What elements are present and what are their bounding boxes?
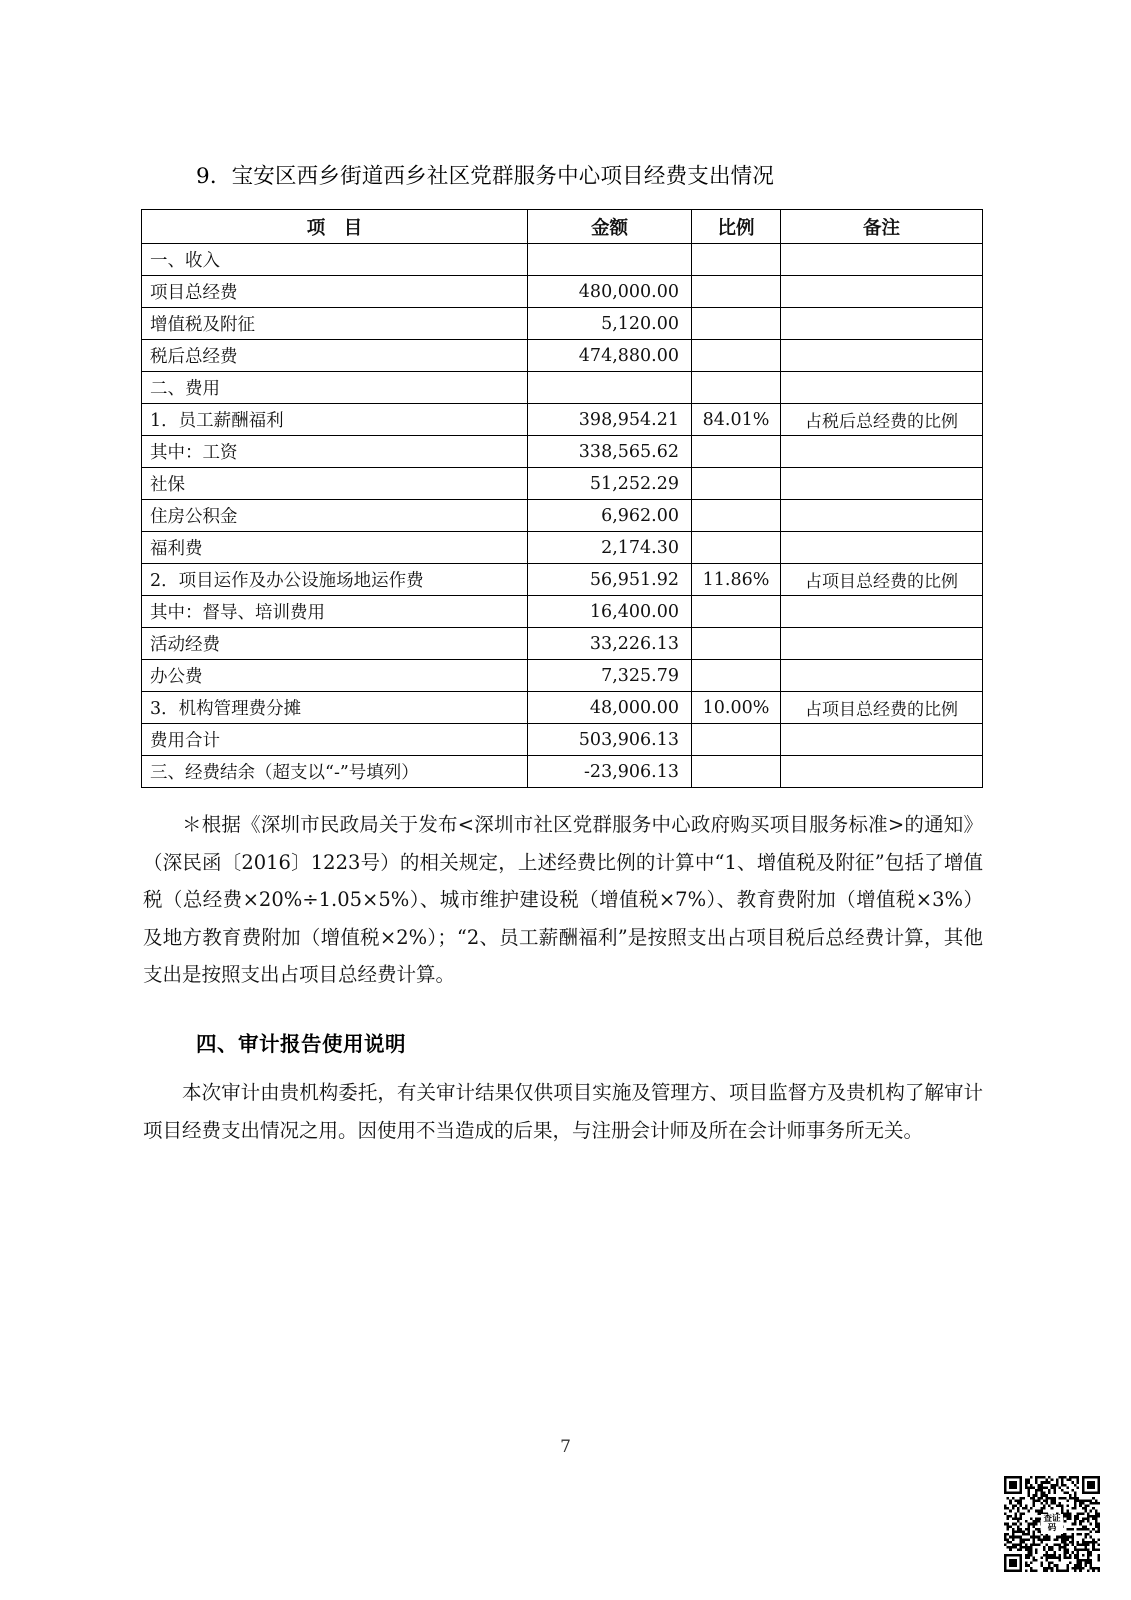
table-cell-ratio <box>692 276 781 308</box>
table-row <box>142 692 983 724</box>
column-header-note: 备注 <box>781 210 983 244</box>
table-cell-note <box>781 372 983 404</box>
table-cell-amount <box>528 372 692 404</box>
table-cell-item: 其中：督导、培训费用 <box>142 596 528 628</box>
table-cell-ratio <box>692 660 781 692</box>
table-cell-note <box>781 436 983 468</box>
qr-code <box>1004 1476 1100 1572</box>
table-cell-item: 2．项目运作及办公设施场地运作费 <box>142 564 528 596</box>
table-header-row <box>142 210 983 244</box>
table-row <box>142 276 983 308</box>
table-row <box>142 404 983 436</box>
table-cell-item: 一、收入 <box>142 244 528 276</box>
table-cell-amount: 6,962.00 <box>528 500 692 532</box>
table-row <box>142 596 983 628</box>
table-cell-amount: 5,120.00 <box>528 308 692 340</box>
table-cell-item: 增值税及附征 <box>142 308 528 340</box>
table-cell-item: 项目总经费 <box>142 276 528 308</box>
table-cell-amount: 16,400.00 <box>528 596 692 628</box>
table-cell-item: 税后总经费 <box>142 340 528 372</box>
table-cell-item: 活动经费 <box>142 628 528 660</box>
table-cell-amount: 474,880.00 <box>528 340 692 372</box>
table-cell-ratio <box>692 308 781 340</box>
table-cell-note: 占税后总经费的比例 <box>781 404 983 436</box>
table-row <box>142 436 983 468</box>
table-cell-ratio <box>692 436 781 468</box>
usage-section-heading: 四、审计报告使用说明 <box>196 1032 406 1056</box>
table-cell-amount: 480,000.00 <box>528 276 692 308</box>
usage-section-paragraph: 本次审计由贵机构委托，有关审计结果仅供项目实施及管理方、项目监督方及贵机构了解审计项目经费支出情况之用。因使用不当造成的后果，与注册会计师及所在会计师事务所无关。 <box>143 1081 983 1142</box>
table-cell-amount: 338,565.62 <box>528 436 692 468</box>
table-cell-amount: 51,252.29 <box>528 468 692 500</box>
table-cell-ratio <box>692 340 781 372</box>
column-header-item: 项 目 <box>142 210 528 244</box>
table-row <box>142 532 983 564</box>
table-cell-ratio: 84.01% <box>692 404 781 436</box>
table-cell-ratio <box>692 724 781 756</box>
page-number: 7 <box>560 1437 571 1457</box>
table-cell-ratio <box>692 756 781 788</box>
table-cell-item: 办公费 <box>142 660 528 692</box>
table-row <box>142 724 983 756</box>
table-cell-note <box>781 244 983 276</box>
table-row <box>142 660 983 692</box>
table-cell-note <box>781 500 983 532</box>
table-row <box>142 372 983 404</box>
table-cell-note <box>781 340 983 372</box>
project-expense-table <box>141 209 983 788</box>
table-cell-note <box>781 724 983 756</box>
table-header <box>142 210 983 244</box>
table-cell-note <box>781 468 983 500</box>
table-row <box>142 756 983 788</box>
table-cell-amount: 48,000.00 <box>528 692 692 724</box>
table-cell-note <box>781 276 983 308</box>
table-cell-amount <box>528 244 692 276</box>
table-row <box>142 340 983 372</box>
table-cell-amount: -23,906.13 <box>528 756 692 788</box>
table-cell-item: 住房公积金 <box>142 500 528 532</box>
table-cell-item: 1．员工薪酬福利 <box>142 404 528 436</box>
table-cell-ratio: 11.86% <box>692 564 781 596</box>
table-row <box>142 244 983 276</box>
table-cell-item: 社保 <box>142 468 528 500</box>
table-row <box>142 564 983 596</box>
table-cell-ratio <box>692 468 781 500</box>
page-title: 9．宝安区西乡街道西乡社区党群服务中心项目经费支出情况 <box>196 164 775 189</box>
table-cell-item: 福利费 <box>142 532 528 564</box>
table-cell-note <box>781 756 983 788</box>
table-cell-amount: 398,954.21 <box>528 404 692 436</box>
table-cell-ratio <box>692 372 781 404</box>
table-cell-note <box>781 308 983 340</box>
table-cell-amount: 56,951.92 <box>528 564 692 596</box>
table-cell-item: 费用合计 <box>142 724 528 756</box>
table-row <box>142 468 983 500</box>
table-cell-note <box>781 628 983 660</box>
table-cell-amount: 503,906.13 <box>528 724 692 756</box>
table-cell-ratio <box>692 596 781 628</box>
column-header-ratio: 比例 <box>692 210 781 244</box>
table-cell-item: 3．机构管理费分摊 <box>142 692 528 724</box>
table-cell-note <box>781 532 983 564</box>
table-cell-ratio <box>692 500 781 532</box>
table-cell-note: 占项目总经费的比例 <box>781 692 983 724</box>
table-cell-ratio <box>692 628 781 660</box>
table-row <box>142 628 983 660</box>
table-cell-note: 占项目总经费的比例 <box>781 564 983 596</box>
table-cell-ratio: 10.00% <box>692 692 781 724</box>
table-cell-item: 其中：工资 <box>142 436 528 468</box>
table-cell-ratio <box>692 244 781 276</box>
table-cell-item: 二、费用 <box>142 372 528 404</box>
table-cell-ratio <box>692 532 781 564</box>
column-header-amount: 金额 <box>528 210 692 244</box>
table-cell-amount: 33,226.13 <box>528 628 692 660</box>
table-row <box>142 500 983 532</box>
table-row <box>142 308 983 340</box>
table-cell-item: 三、经费结余（超支以“-”号填列） <box>142 756 528 788</box>
qr-code-label: 查证码 <box>1041 1514 1063 1534</box>
footnote-paragraph: ＊根据《深圳市民政局关于发布<深圳市社区党群服务中心政府购买项目服务标准>的通知》（深民函〔2016〕1223号）的相关规定，上述经费比例的计算中“1、增值税及附征”包括了增值税（总经费×20%÷1.05×5%）、城市维护建设税（增值税×7%）、教育费附加（增值税×3%）及地方教育费附加（增值税×2%）；“2、员工薪酬福利”是按照支出占项目税后总经费计算，其他支出是按照支出占项目总经费计算。 <box>143 813 983 986</box>
table-cell-amount: 2,174.30 <box>528 532 692 564</box>
table-cell-amount: 7,325.79 <box>528 660 692 692</box>
table-cell-note <box>781 660 983 692</box>
table-cell-note <box>781 596 983 628</box>
table-body <box>142 244 983 788</box>
